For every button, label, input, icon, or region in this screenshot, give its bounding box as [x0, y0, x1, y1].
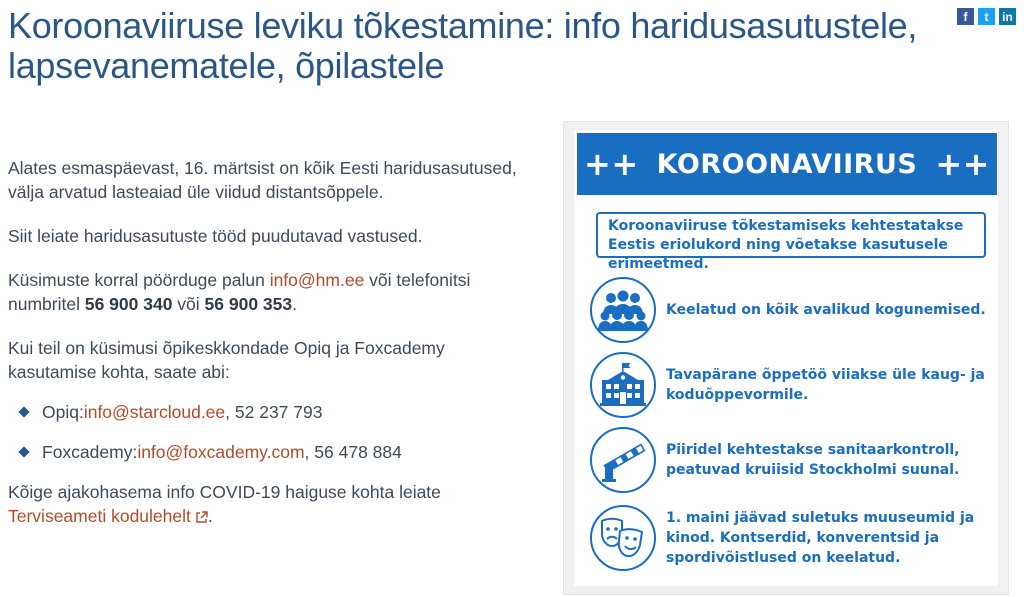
measure-text: Piiridel kehtestakse sanitaarkontroll, peatuvad kruiisid Stockholmi suunal. — [666, 442, 960, 478]
measure-education — [590, 352, 996, 418]
plus-signs-left: ++ — [584, 145, 639, 183]
page-title: Koroonaviiruse leviku tõkestamine: info haridusasutustele, lapsevanematele, õpilastele — [8, 5, 918, 86]
article-body — [8, 156, 528, 548]
support-contacts-list — [20, 400, 528, 464]
theatre-masks-icon — [590, 505, 656, 571]
crowd-icon-graphic — [597, 288, 649, 332]
emergency-notice: Koroonaviiruse tõkestamiseks kehtestatakse Eestis eriolukord ning võetakse kasutusele erimeetmed. — [596, 212, 986, 258]
measure-closures — [590, 505, 996, 571]
twitter-share-icon[interactable]: t — [978, 8, 995, 25]
crowd-icon — [590, 277, 656, 343]
paragraph-health-board: Kõige ajakohasema info COVID-19 haiguse kohta leiate Terviseameti kodulehelt . — [8, 482, 441, 526]
paragraph-learning-platforms: Kui teil on küsimusi õpikeskkondade Opiq ja Foxcademy kasutamise kohta, saate abi: — [8, 338, 445, 382]
list-item: Opiq: info@starcloud.ee , 52 237 793 — [20, 400, 528, 424]
infographic-panel — [574, 130, 998, 586]
banner-title: KOROONAVIIRUS — [656, 148, 918, 180]
diamond-bullet-icon — [18, 446, 29, 457]
external-link-icon — [195, 511, 208, 524]
email-link-hm[interactable]: info@hm.ee — [269, 270, 365, 290]
email-link-foxcademy[interactable]: info@foxcademy.com — [137, 442, 305, 462]
diamond-bullet-icon — [18, 406, 29, 417]
infographic-banner — [577, 133, 997, 195]
paragraph-answers: Siit leiate haridusasutuste tööd puudutavad vastused. — [8, 226, 423, 246]
facebook-share-icon[interactable]: f — [957, 8, 974, 25]
koroonaviirus-infographic — [563, 121, 1009, 595]
school-icon-graphic — [598, 362, 648, 408]
barrier-icon-graphic — [598, 437, 648, 483]
measure-text: 1. maini jäävad suletuks muuseumid ja kinod. Kontserdid, konverentsid ja spordivõistlused on keelatud. — [666, 510, 975, 566]
terviseamet-link[interactable]: Terviseameti kodulehelt — [8, 506, 191, 526]
barrier-icon — [590, 427, 656, 493]
paragraph-distance-learning: Alates esmaspäevast, 16. märtsist on kõik Eesti haridusasutused, välja arvatud lasteaiad üle viidud distantsõppele. — [8, 158, 517, 202]
school-icon — [590, 352, 656, 418]
measure-text: Keelatud on kõik avalikud kogunemised. — [666, 302, 986, 318]
theatre-masks-icon-graphic — [598, 515, 648, 561]
measure-border-control — [590, 427, 996, 493]
paragraph-contacts: Küsimuste korral pöörduge palun info@hm.ee või telefonitsi numbritel 56 900 340 või 56 900 353. — [8, 270, 471, 314]
measure-gatherings — [590, 277, 996, 343]
share-buttons — [957, 8, 1016, 25]
measure-text: Tavapärane õppetöö viiakse üle kaug- ja koduõppevormile. — [666, 367, 985, 403]
linkedin-share-icon[interactable]: in — [999, 8, 1016, 25]
list-item: Foxcademy: info@foxcademy.com , 56 478 884 — [20, 440, 528, 464]
phone-number-1: 56 900 340 — [84, 294, 173, 314]
plus-signs-right: ++ — [935, 145, 990, 183]
email-link-starcloud[interactable]: info@starcloud.ee — [83, 402, 226, 422]
phone-number-2: 56 900 353 — [204, 294, 293, 314]
